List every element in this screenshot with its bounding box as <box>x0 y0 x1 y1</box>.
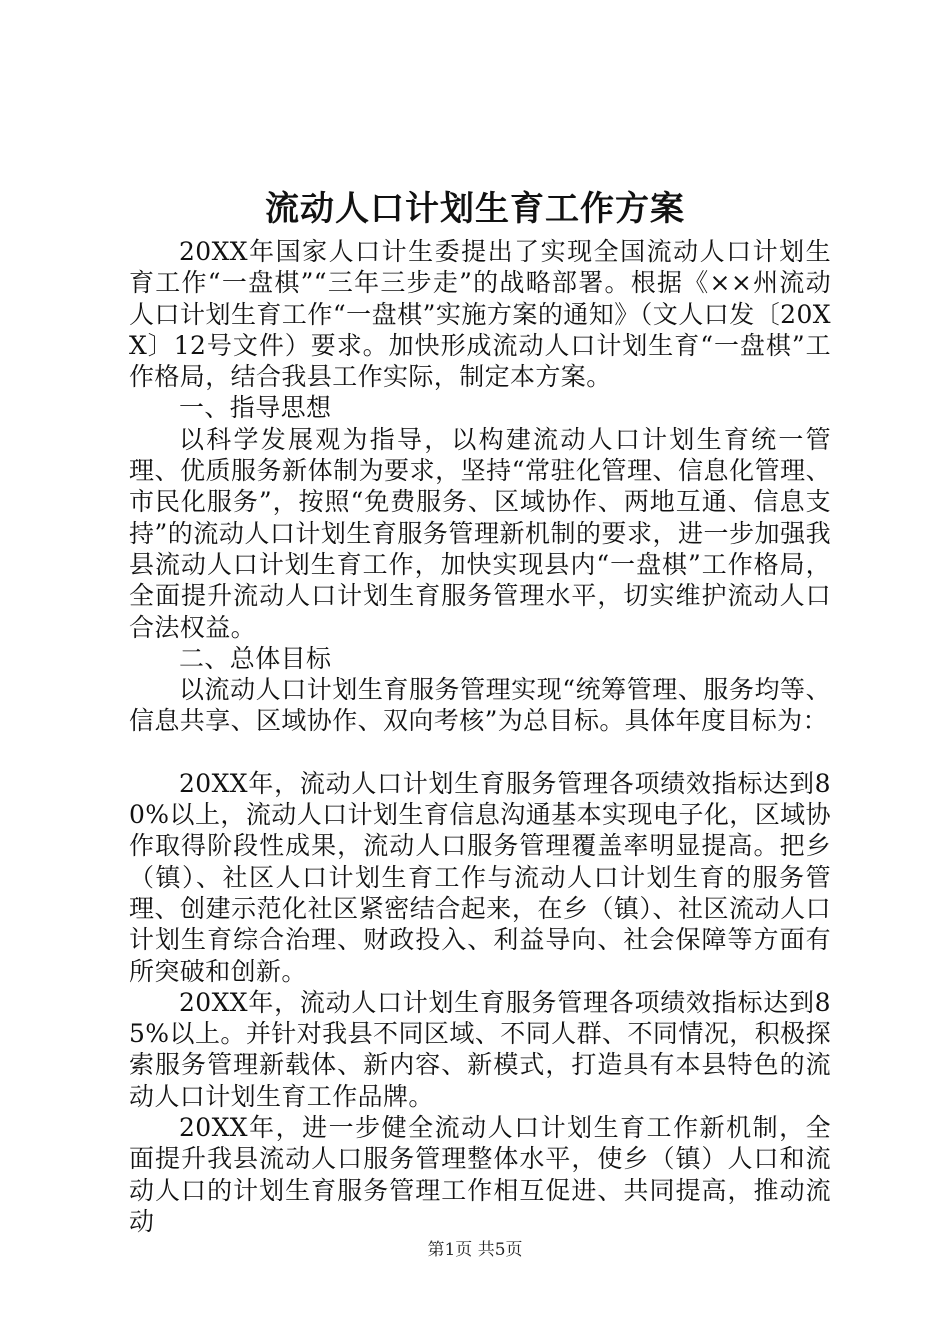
document-body <box>129 236 831 1237</box>
guiding-ideology-paragraph: 以科学发展观为指导，以构建流动人口计划生育统一管理、优质服务新体制为要求，坚持“常驻化管理、信息化管理、市民化服务”，按照“免费服务、区域协作、两地互通、信息支持”的流动人口计划生育服务管理新机制的要求，进一步加强我县流动人口计划生育工作，加快实现县内“一盘棋”工作格局，全面提升流动人口计划生育服务管理水平，切实维护流动人口合法权益。 <box>129 424 831 642</box>
goal-year-2-paragraph: 20XX年，流动人口计划生育服务管理各项绩效指标达到85%以上。并针对我县不同区域、不同人群、不同情况，积极探索服务管理新载体、新内容、新模式，打造具有本县特色的流动人口计划生育工作品牌。 <box>129 987 831 1111</box>
section-heading-overall-goals: 二、总体目标 <box>179 643 332 673</box>
paragraph-gap <box>129 737 831 768</box>
page-footer: 第1页 共5页 <box>427 1240 523 1260</box>
document-title: 流动人口计划生育工作方案 <box>265 189 685 229</box>
goal-year-1-paragraph: 20XX年，流动人口计划生育服务管理各项绩效指标达到80%以上，流动人口计划生育信息沟通基本实现电子化，区域协作取得阶段性成果，流动人口服务管理覆盖率明显提高。把乡（镇）、社区人口计划生育工作与流动人口计划生育的服务管理、创建示范化社区紧密结合起来，在乡（镇）、社区流动人口计划生育综合治理、财政投入、利益导向、社会保障等方面有所突破和创新。 <box>129 768 831 986</box>
overall-goals-paragraph: 以流动人口计划生育服务管理实现“统筹管理、服务均等、信息共享、区域协作、双向考核”为总目标。具体年度目标为： <box>129 675 831 736</box>
intro-paragraph: 20XX年国家人口计生委提出了实现全国流动人口计划生育工作“一盘棋”“三年三步走”的战略部署。根据《××州流动人口计划生育工作“一盘棋”实施方案的通知》（文人口发〔20XX〕12号文件）要求。加快形成流动人口计划生育“一盘棋”工作格局，结合我县工作实际，制定本方案。 <box>129 237 831 392</box>
section-heading-guiding-ideology: 一、指导思想 <box>179 393 332 423</box>
goal-year-3-paragraph: 20XX年，进一步健全流动人口计划生育工作新机制，全面提升我县流动人口服务管理整体水平，使乡（镇）人口和流动人口的计划生育服务管理工作相互促进、共同提高，推动流动 <box>129 1113 831 1236</box>
